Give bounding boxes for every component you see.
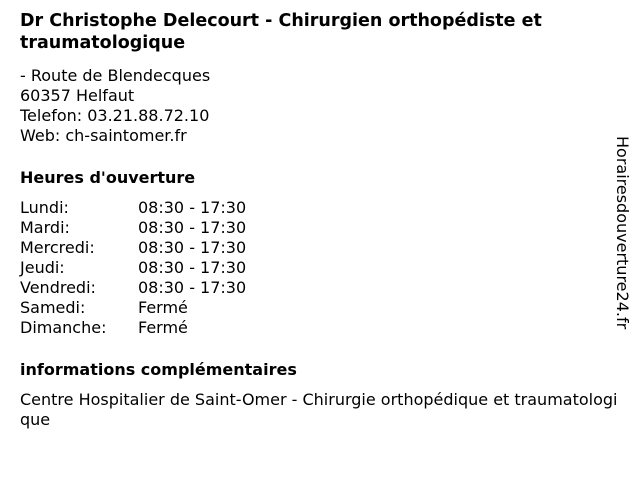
hours-day: Mardi: [20,218,70,237]
hours-day: Samedi: [20,298,86,317]
hours-day: Lundi: [20,198,69,217]
hours-row-wednesday [20,238,620,258]
street-address: - Route de Blendecques [20,66,211,85]
hours-day: Dimanche: [20,318,107,337]
hours-time: 08:30 - 17:30 [138,258,247,277]
hours-day: Mercredi: [20,238,95,257]
additional-info-heading: informations complémentaires [20,360,297,379]
page-title: Dr Christophe Delecourt - Chirurgien orthopédiste et traumatologique [20,11,542,53]
hours-row-thursday [20,258,620,278]
opening-hours-heading: Heures d'ouverture [20,168,196,187]
hours-row-friday [20,278,620,298]
hours-time: 08:30 - 17:30 [138,278,247,297]
website-link[interactable]: Web: ch-saintomer.fr [20,126,187,145]
address-block [20,66,620,146]
site-brand-watermark: Horairesdouverture24.fr [613,136,632,330]
phone-number: Telefon: 03.21.88.72.10 [20,106,210,125]
hours-row-saturday [20,298,620,318]
additional-info-text: Centre Hospitalier de Saint-Omer - Chirurgie orthopédique et traumatologique [20,390,618,429]
hours-time: 08:30 - 17:30 [138,238,247,257]
hours-row-sunday [20,318,620,338]
hours-day: Jeudi: [20,258,65,277]
hours-time: Fermé [138,298,188,317]
opening-hours-table [20,198,620,338]
hours-time: Fermé [138,318,188,337]
hours-time: 08:30 - 17:30 [138,218,247,237]
listing-card [20,10,620,430]
hours-row-monday [20,198,620,218]
postal-city: 60357 Helfaut [20,86,135,105]
hours-row-tuesday [20,218,620,238]
hours-day: Vendredi: [20,278,96,297]
hours-time: 08:30 - 17:30 [138,198,247,217]
